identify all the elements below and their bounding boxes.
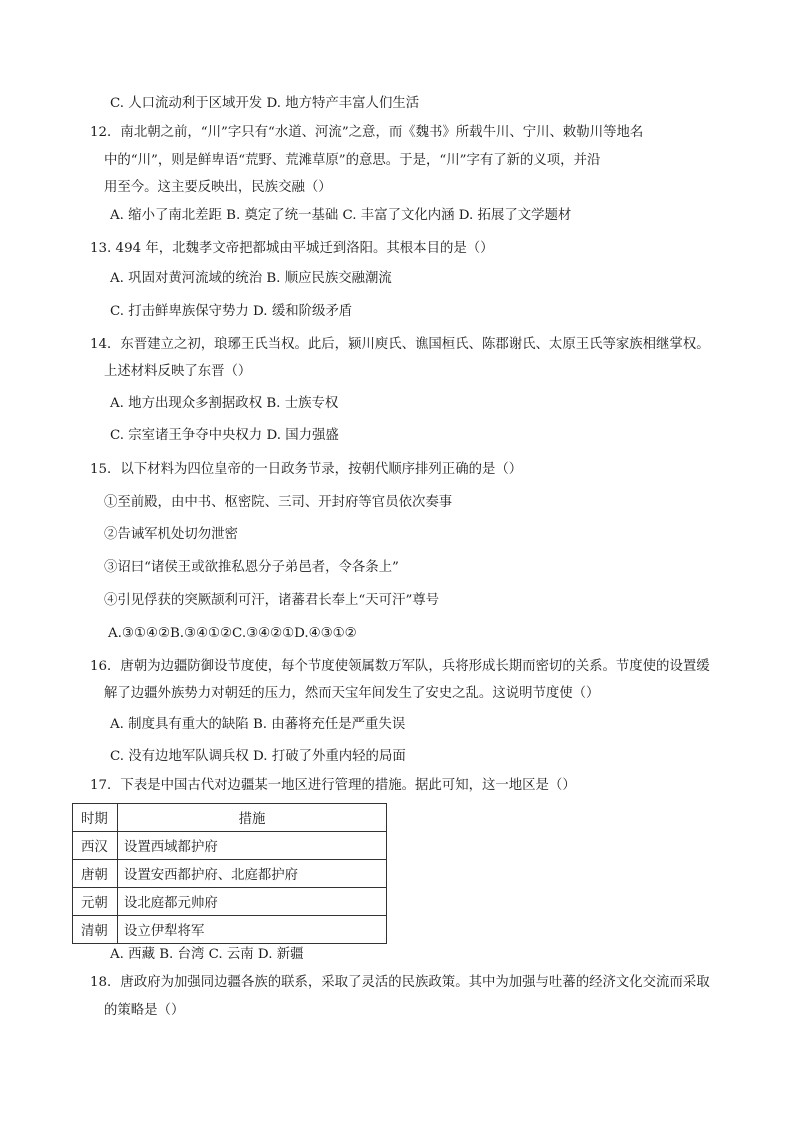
q15-item-1: ①至前殿，由中书、枢密院、三司、开封府等官员依次奏事 <box>104 495 453 510</box>
q12-stem-line-2: 中的“川”，则是鲜卑语“荒野、荒滩草原”的意思。于是，“川”字有了新的义项，并沿 <box>104 153 601 168</box>
table-cell-measure: 设置西域都护府 <box>118 832 387 860</box>
q14-options-ab: A. 地方出现众多割据政权 B. 士族专权 <box>110 396 339 411</box>
table-row <box>73 916 387 944</box>
q15-item-3: ③诏曰“诸侯王或欲推私恩分子弟邑者，令各条上” <box>104 560 399 575</box>
q17-table <box>72 803 387 944</box>
q15-options: A.③①④②B.③④①②C.③④②①D.④③①② <box>108 626 357 641</box>
q11-options-cd: C. 人口流动利于区域开发 D. 地方特产丰富人们生活 <box>110 96 420 111</box>
q16-stem-line-1: 16．唐朝为边疆防御设节度使，每个节度使领属数万军队，兵将形成长期而密切的关系。节度使的设置缓 <box>90 659 710 674</box>
table-row <box>73 860 387 888</box>
q14-options-cd: C. 宗室诸王争夺中央权力 D. 国力强盛 <box>110 428 339 443</box>
q15-item-4: ④引见俘获的突厥颉利可汗，诸蕃君长奉上“天可汗”尊号 <box>104 593 440 608</box>
q13-options-cd: C. 打击鲜卑族保守势力 D. 缓和阶级矛盾 <box>110 304 353 319</box>
table-cell-period: 唐朝 <box>73 860 118 888</box>
q18-stem-line-2: 的策略是（） <box>104 1003 185 1018</box>
q16-options-cd: C. 没有边地军队调兵权 D. 打破了外重内轻的局面 <box>110 749 406 764</box>
table-row <box>73 888 387 916</box>
q16-options-ab: A. 制度具有重大的缺陷 B. 由蕃将充任是严重失误 <box>110 717 406 732</box>
table-cell-measure: 设北庭都元帅府 <box>118 888 387 916</box>
table-header-row <box>73 804 387 832</box>
table-cell-period: 清朝 <box>73 916 118 944</box>
q14-stem-line-2: 上述材料反映了东晋（） <box>104 364 252 379</box>
table-cell-period: 西汉 <box>73 832 118 860</box>
q12-stem-line-3: 用至今。这主要反映出，民族交融（） <box>104 180 332 195</box>
q15-item-2: ②告诫军机处切勿泄密 <box>104 527 238 542</box>
table-cell-period: 元朝 <box>73 888 118 916</box>
q14-stem-line-1: 14．东晋建立之初，琅琊王氏当权。此后，颍川庾氏、谯国桓氏、陈郡谢氏、太原王氏等家族相继掌权。 <box>90 337 710 352</box>
table-row <box>73 832 387 860</box>
q13-options-ab: A. 巩固对黄河流域的统治 B. 顺应民族交融潮流 <box>110 271 392 286</box>
table-cell-measure: 设立伊犁将军 <box>118 916 387 944</box>
q15-stem: 15．以下材料为四位皇帝的一日政务节录，按朝代顺序排列正确的是（） <box>90 462 523 477</box>
q16-stem-line-2: 解了边疆外族势力对朝廷的压力，然而天宝年间发生了安史之乱。这说明节度使（） <box>104 686 600 701</box>
table-cell-measure: 设置安西都护府、北庭都护府 <box>118 860 387 888</box>
q12-stem-line-1: 12．南北朝之前，“川”字只有“水道、河流”之意，而《魏书》所载牛川、宁川、敕勒川等地名 <box>90 125 644 140</box>
q12-options: A. 缩小了南北差距 B. 奠定了统一基础 C. 丰富了文化内涵 D. 拓展了文学题材 <box>110 208 572 223</box>
column-header-period: 时期 <box>73 804 118 832</box>
q13-stem: 13. 494 年，北魏孝文帝把都城由平城迁到洛阳。其根本目的是（） <box>90 241 494 256</box>
q17-options: A. 西藏 B. 台湾 C. 云南 D. 新疆 <box>110 947 304 962</box>
column-header-measure: 措施 <box>118 804 387 832</box>
q18-stem-line-1: 18．唐政府为加强同边疆各族的联系，采取了灵活的民族政策。其中为加强与吐蕃的经济文化交流而采取 <box>90 975 710 990</box>
q17-stem: 17．下表是中国古代对边疆某一地区进行管理的措施。据此可知，这一地区是（） <box>90 778 576 793</box>
